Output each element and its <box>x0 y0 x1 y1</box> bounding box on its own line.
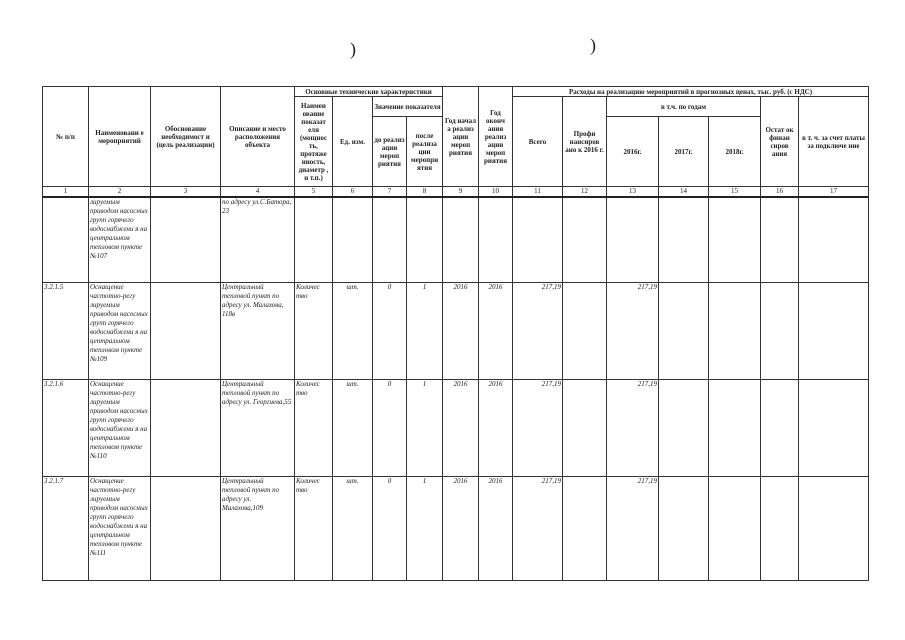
header-name: Наименовани е мероприятий <box>89 87 151 187</box>
cell-total: 217,19 <box>513 380 563 477</box>
header-by-years: в т.ч. по годам <box>607 97 761 117</box>
cell-start-year: 2016 <box>443 477 479 581</box>
table-row <box>43 477 869 581</box>
col-number: 8 <box>407 187 443 197</box>
col-number: 2 <box>89 187 151 197</box>
cell-empty <box>607 197 659 283</box>
header-after: после реализа ции меропри ятия <box>407 117 443 187</box>
cell-2017 <box>659 477 709 581</box>
cell-description: Центральный тепловой пункт по адресу ул. Георгиева,55 <box>221 380 295 477</box>
cell-num <box>43 197 89 283</box>
cell-remaining <box>761 283 799 380</box>
header-2018: 2018г. <box>709 117 761 187</box>
cell-empty <box>295 197 333 283</box>
header-value-group: Значение показателя <box>373 97 443 117</box>
col-number: 11 <box>513 187 563 197</box>
cell-description: по адресу ул.С.Батора, 23 <box>221 197 295 283</box>
header-num: № п/п <box>43 87 89 187</box>
header-justification: Обоснование необходимост и (цель реализации) <box>151 87 221 187</box>
cell-description: Центральный тепловой пункт по адресу ул. Малахова,109 <box>221 477 295 581</box>
cell-unit: шт. <box>333 283 373 380</box>
cell-after: 1 <box>407 477 443 581</box>
cell-end-year: 2016 <box>479 477 513 581</box>
col-number: 6 <box>333 187 373 197</box>
scan-mark-left: ) <box>350 39 356 59</box>
cell-indicator: Количес тво <box>295 283 333 380</box>
measures-table <box>42 86 869 581</box>
cell-name: Оснащение частотно-регу лируемым приводом насосных групп горячего водоснабжени я на центральном тепловом пункте №110 <box>89 380 151 477</box>
cell-2018 <box>709 283 761 380</box>
cell-justification <box>151 380 221 477</box>
cell-name: Оснащение частотно-регу лируемым приводом насосных групп горячего водоснабжени я на центральном тепловом пункте №111 <box>89 477 151 581</box>
col-number: 3 <box>151 187 221 197</box>
cell-end-year: 2016 <box>479 380 513 477</box>
cell-connection-fee <box>799 380 869 477</box>
cell-after: 1 <box>407 283 443 380</box>
table-row-continuation <box>43 197 869 283</box>
header-financed: Профи нансиров ано к 2016 г. <box>563 97 607 187</box>
header-before: до реализ ации мероп риятия <box>373 117 407 187</box>
cell-before: 0 <box>373 477 407 581</box>
col-number: 17 <box>799 187 869 197</box>
cell-empty <box>373 197 407 283</box>
cell-total: 217,19 <box>513 283 563 380</box>
cell-connection-fee <box>799 477 869 581</box>
cell-before: 0 <box>373 283 407 380</box>
col-number: 1 <box>43 187 89 197</box>
cell-end-year: 2016 <box>479 283 513 380</box>
cell-justification <box>151 283 221 380</box>
cell-financed <box>563 283 607 380</box>
header-year-start: Год начал а реализ ации мероп риятия <box>443 87 479 187</box>
header-total: Всего <box>513 97 563 187</box>
cell-indicator: Количес тво <box>295 380 333 477</box>
cell-empty <box>659 197 709 283</box>
col-number: 4 <box>221 187 295 197</box>
col-number: 9 <box>443 187 479 197</box>
cell-empty <box>513 197 563 283</box>
cell-empty <box>443 197 479 283</box>
column-number-row <box>43 187 869 197</box>
col-number: 12 <box>563 187 607 197</box>
cell-start-year: 2016 <box>443 283 479 380</box>
cell-empty <box>407 197 443 283</box>
col-number: 10 <box>479 187 513 197</box>
cell-description: Центральный тепловой пункт по адресу ул. Малахова, 118в <box>221 283 295 380</box>
col-number: 16 <box>761 187 799 197</box>
cell-2016: 217,19 <box>607 380 659 477</box>
cell-2018 <box>709 380 761 477</box>
header-year-end: Год оконч ания реализ ации мероп риятия <box>479 87 513 187</box>
cell-unit: шт. <box>333 380 373 477</box>
cell-indicator: Количес тво <box>295 477 333 581</box>
header-costs-group: Расходы на реализацию мероприятий в прогнозных ценах, тыс. руб. (с НДС) <box>513 87 869 97</box>
cell-total: 217,19 <box>513 477 563 581</box>
col-number: 13 <box>607 187 659 197</box>
cell-2018 <box>709 477 761 581</box>
col-number: 7 <box>373 187 407 197</box>
cell-2016: 217,19 <box>607 477 659 581</box>
cell-justification <box>151 197 221 283</box>
cell-financed <box>563 380 607 477</box>
cell-empty <box>563 197 607 283</box>
col-number: 14 <box>659 187 709 197</box>
cell-empty <box>709 197 761 283</box>
cell-empty <box>799 197 869 283</box>
cell-start-year: 2016 <box>443 380 479 477</box>
cell-connection-fee <box>799 283 869 380</box>
cell-empty <box>479 197 513 283</box>
header-indicator-name: Наимен ование показат еля (мощнос ть, протяже нность, диаметр , и т.п.) <box>295 97 333 187</box>
header-2017: 2017г. <box>659 117 709 187</box>
col-number: 15 <box>709 187 761 197</box>
cell-name: Оснащение частотно-регу лируемым приводом насосных групп горячего водоснабжени я на центральном тепловом пункте №109 <box>89 283 151 380</box>
cell-remaining <box>761 380 799 477</box>
cell-unit: шт. <box>333 477 373 581</box>
header-unit: Ед. изм. <box>333 97 373 187</box>
col-number: 5 <box>295 187 333 197</box>
cell-before: 0 <box>373 380 407 477</box>
header-2016: 2016г. <box>607 117 659 187</box>
cell-financed <box>563 477 607 581</box>
cell-num: 3.2.1.5 <box>43 283 89 380</box>
cell-remaining <box>761 477 799 581</box>
cell-2017 <box>659 283 709 380</box>
table-row <box>43 283 869 380</box>
cell-justification <box>151 477 221 581</box>
cell-num: 3.2.1.6 <box>43 380 89 477</box>
header-tech-group: Основные технические характеристики <box>295 87 443 97</box>
scan-mark-right: ) <box>590 35 596 55</box>
cell-2016: 217,19 <box>607 283 659 380</box>
cell-empty <box>333 197 373 283</box>
cell-name: лируемым приводом насосных групп горячего водоснабжени я на центральном тепловом пункте №107 <box>89 197 151 283</box>
cell-num: 3.2.1.7 <box>43 477 89 581</box>
header-description: Описание и место расположения объекта <box>221 87 295 187</box>
header-remaining: Остат ок финан сиров ания <box>761 97 799 187</box>
table-row <box>43 380 869 477</box>
cell-empty <box>761 197 799 283</box>
cell-after: 1 <box>407 380 443 477</box>
cell-2017 <box>659 380 709 477</box>
header-connection-fee: в т. ч. за счет платы за подключе ние <box>799 97 869 187</box>
